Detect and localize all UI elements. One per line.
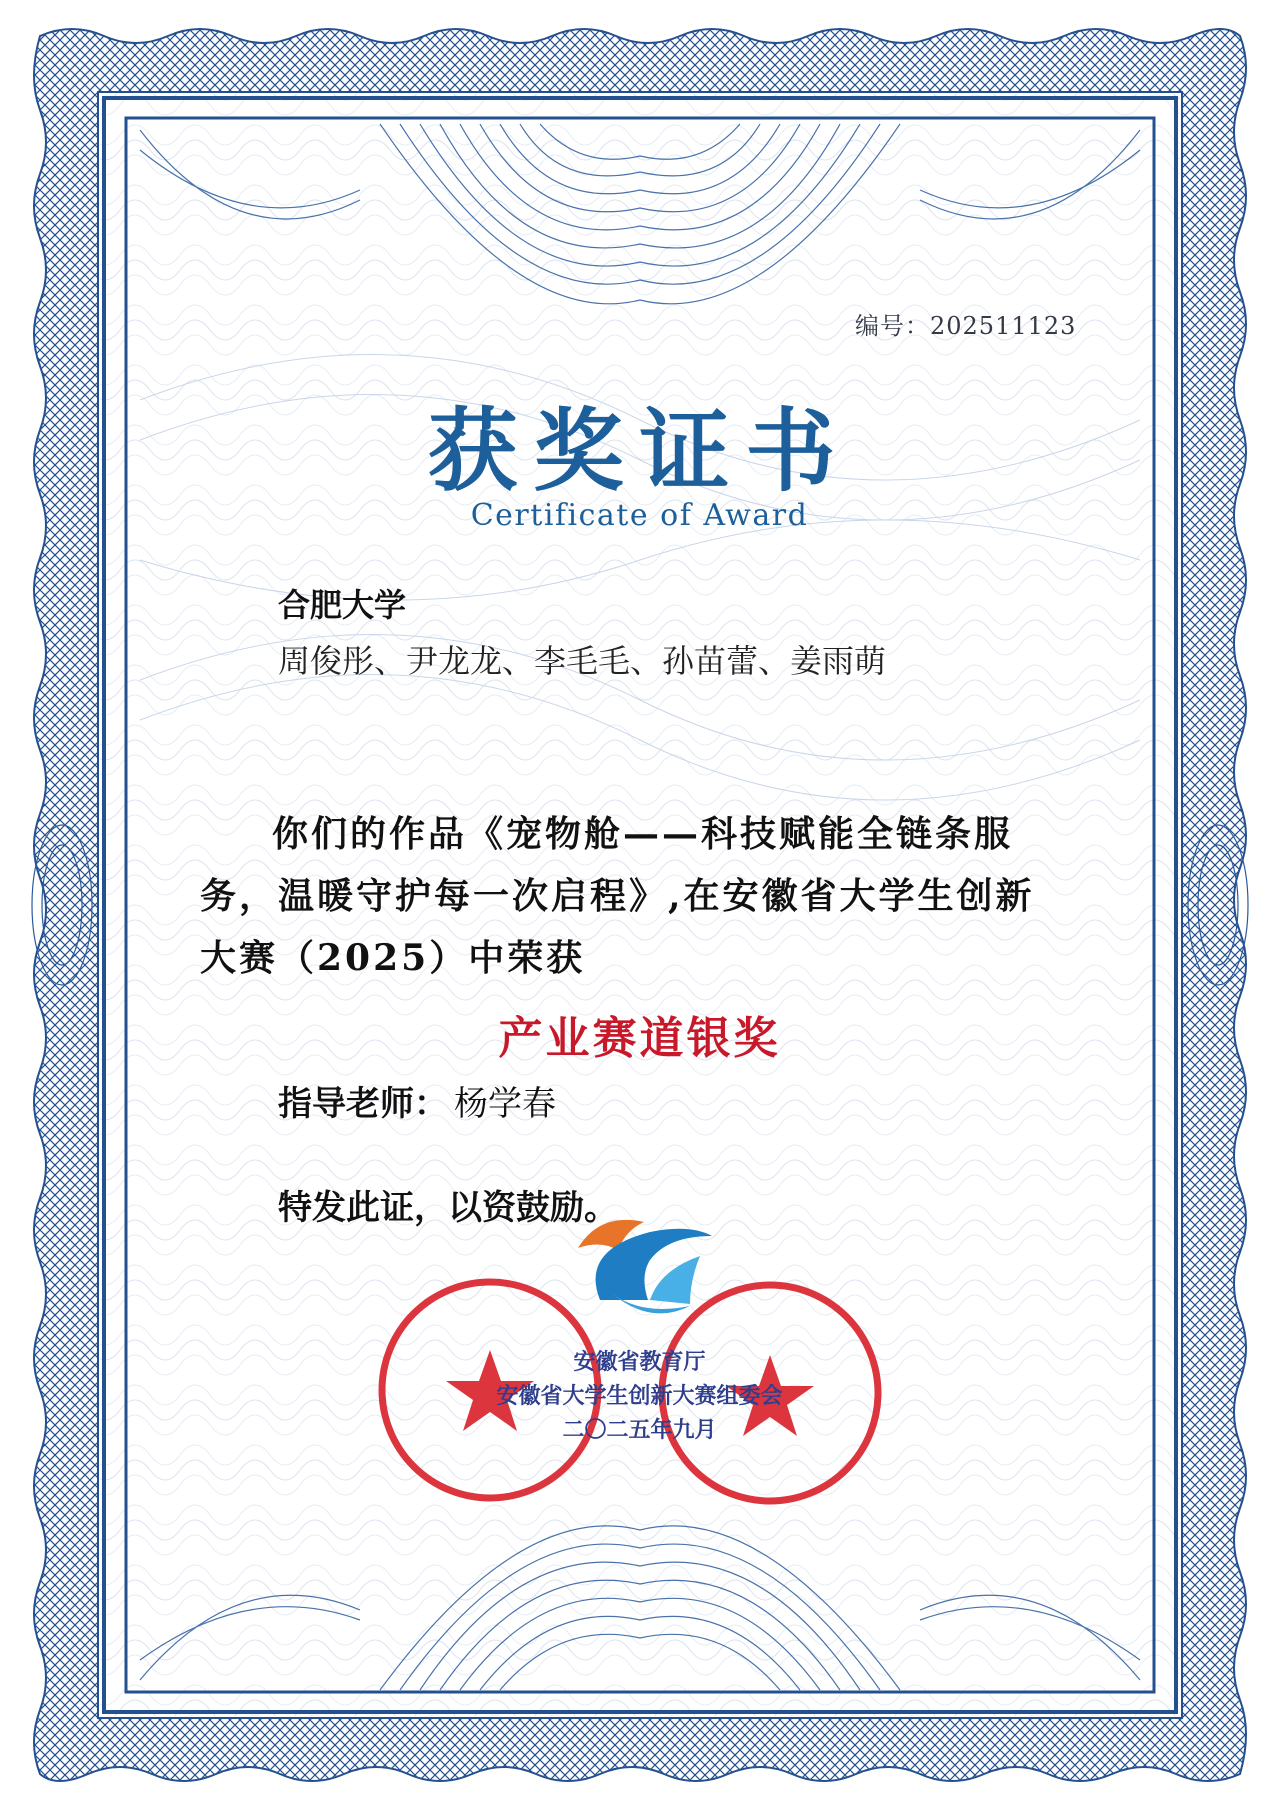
certificate-title: 获奖证书 <box>427 398 852 504</box>
recipient-organization: 合肥大学 <box>278 586 407 624</box>
advisor-name: 杨学春 <box>454 1084 556 1124</box>
recipient-names: 周俊彤、尹龙龙、李毛毛、孙苗蕾、姜雨萌 <box>278 642 887 680</box>
award-statement-line-1: 你们的作品《宠物舱——科技赋能全链条服 <box>272 813 1014 855</box>
award-name: 产业赛道银奖 <box>498 1013 781 1064</box>
issuer-line-1: 安徽省教育厅 <box>573 1350 706 1375</box>
award-statement-line-3: 大赛（2025）中荣获 <box>200 937 586 979</box>
closing-statement: 特发此证，以资鼓励。 <box>278 1188 618 1228</box>
award-statement-line-2: 务，温暖守护每一次启程》,在安徽省大学生创新 <box>200 875 1035 917</box>
issuer-block <box>0 1346 1279 1448</box>
certificate-subtitle: Certificate of Award <box>470 498 809 533</box>
issuer-line-2: 安徽省大学生创新大赛组委会 <box>496 1384 783 1409</box>
certificate-number: 编号：202511123 <box>855 312 1077 340</box>
advisor-row <box>278 1076 556 1125</box>
issue-date: 二〇二五年九月 <box>562 1418 717 1443</box>
advisor-label: 指导老师： <box>278 1084 448 1124</box>
